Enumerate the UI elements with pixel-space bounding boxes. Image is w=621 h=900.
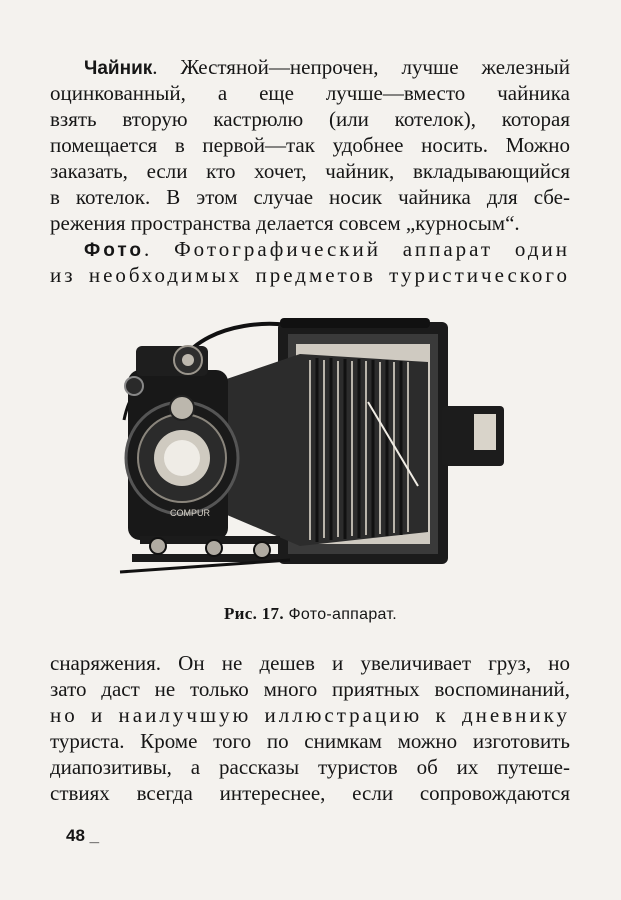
paragraph-teapot-line-7: режения пространства делается совсем „курносым“. — [50, 211, 520, 235]
camera-bellows — [206, 354, 428, 546]
figure-caption — [0, 604, 621, 624]
lens-engraving: COMPUR — [170, 508, 210, 518]
viewfinder — [442, 406, 504, 466]
paragraph-photo-lead: Фото — [84, 240, 145, 261]
paragraph-photo-line-1-text: . Фотографический аппарат один — [144, 237, 570, 261]
camera-base-rails — [120, 536, 292, 572]
paragraph-continued-line-3: но и наилучшую иллюстрацию к дневнику — [50, 703, 570, 727]
paragraph-teapot-line-4: помещается в первой—так удобнее носить. Можно — [50, 133, 570, 157]
paragraph-continued-line-4: туриста. Кроме того по снимкам можно изготовить — [50, 729, 570, 753]
paragraph-teapot-line-3: взять вторую кастрюлю (или котелок), которая — [50, 107, 570, 131]
paragraph-teapot-line-2: оцинкованный, а еще лучше—вместо чайника — [50, 81, 570, 105]
paragraph-continued-line-6: ствиях всегда интереснее, если сопровождаются — [50, 781, 570, 805]
paragraph-teapot-lead: Чайник — [84, 58, 153, 79]
paragraph-teapot-line-5: заказать, если кто хочет, чайник, вкладывающийся — [50, 159, 570, 183]
paragraph-continued-line-1: снаряжения. Он не дешев и увеличивает груз, но — [50, 651, 570, 675]
paragraph-teapot-line-1-text: . Жестяной—непрочен, лучше железный — [152, 55, 570, 79]
camera-illustration — [110, 310, 530, 590]
upper-text-block — [50, 54, 570, 288]
figure-title: Фото-аппарат. — [288, 606, 397, 623]
paragraph-photo-line-1 — [50, 236, 570, 262]
page-number-value: 48 — [66, 826, 85, 845]
paragraph-photo-line-2: из необходимых предметов туристического — [50, 263, 570, 287]
paragraph-continued-line-2: зато даст не только много приятных воспоминаний, — [50, 677, 570, 701]
figure-label: Рис. 17. — [224, 604, 284, 623]
page-number: 48 _ — [66, 826, 100, 845]
paragraph-teapot-line-6: в котелок. В этом случае носик чайника для сбе- — [50, 185, 570, 209]
lower-text-block — [50, 650, 570, 806]
paragraph-teapot-line-1 — [50, 54, 570, 80]
paragraph-continued-line-5: диапозитивы, а рассказы туристов об их путеше- — [50, 755, 570, 779]
